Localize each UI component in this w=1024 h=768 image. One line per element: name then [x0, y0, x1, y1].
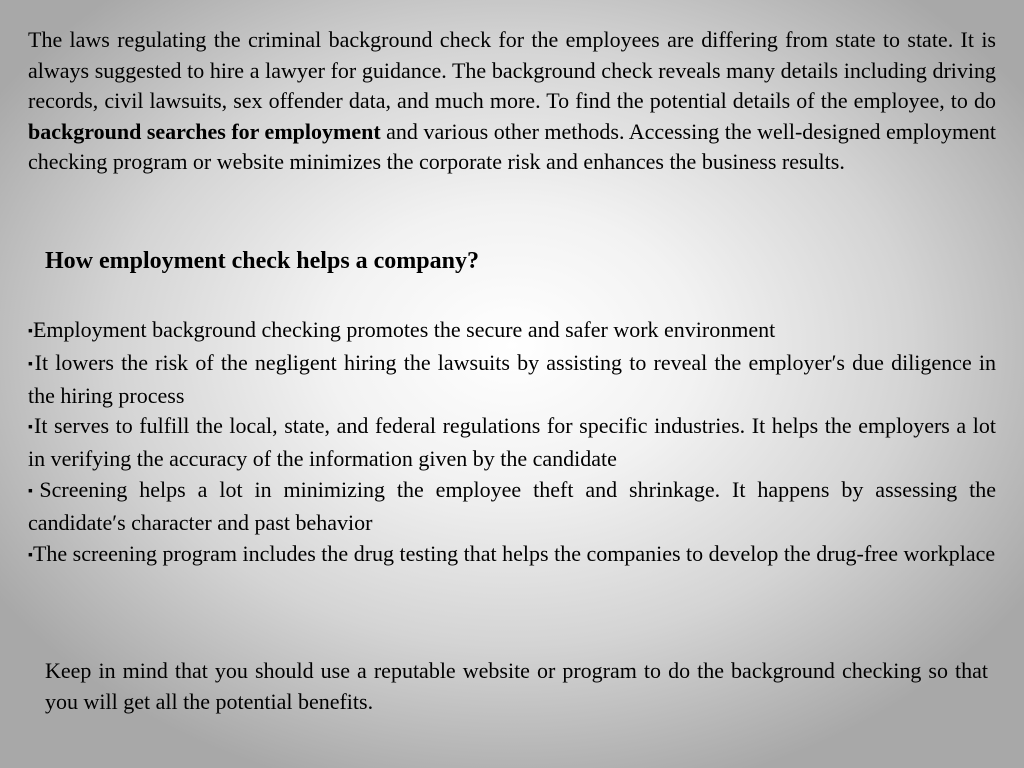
list-item	[28, 348, 996, 412]
list-item-text: Screening helps a lot in minimizing the employee theft and shrinkage. It happens by assessing the candidate′s character and past behavior	[28, 476, 996, 535]
list-item-text: The screening program includes the drug testing that helps the companies to develop the drug-free workplace	[32, 540, 996, 566]
intro-paragraph	[28, 25, 996, 178]
bullet-icon: ▪	[28, 547, 33, 563]
intro-text-start: The laws regulating the criminal background check for the employees are differing from state to state. It is always suggested to hire a lawyer for guidance. The background check reveals many details including driving records, civil lawsuits, sex offender data, and much more. To find the potential details of the employee, to do	[28, 27, 996, 114]
list-item	[28, 315, 996, 348]
intro-bold-phrase: background searches for employment	[28, 118, 381, 144]
list-item	[28, 411, 996, 475]
section-heading: How employment check helps a company?	[45, 248, 479, 274]
bullet-icon: ▪	[28, 483, 40, 499]
bullet-icon: ▪	[28, 420, 35, 436]
bullet-icon: ▪	[28, 324, 33, 339]
benefits-list	[28, 315, 996, 571]
list-item-text: It lowers the risk of the negligent hiring the lawsuits by assisting to reveal the employer′s due diligence in the hiring process	[28, 349, 997, 408]
list-item-text: Employment background checking promotes the secure and safer work environment	[32, 317, 776, 342]
list-item-text: It serves to fulfill the local, state, and federal regulations for specific industries. It helps the employers a lot in verifying the accuracy of the information given by the candidate	[28, 413, 996, 472]
bullet-icon: ▪	[28, 356, 35, 372]
list-item	[28, 475, 996, 539]
intro-text-end: and various other methods. Accessing the well-designed employment checking program or website minimizes the corporate risk and enhances the business results.	[28, 118, 996, 175]
list-item	[28, 539, 996, 572]
closing-paragraph: Keep in mind that you should use a reputable website or program to do the background checking so that you will get all the potential benefits.	[45, 658, 988, 714]
